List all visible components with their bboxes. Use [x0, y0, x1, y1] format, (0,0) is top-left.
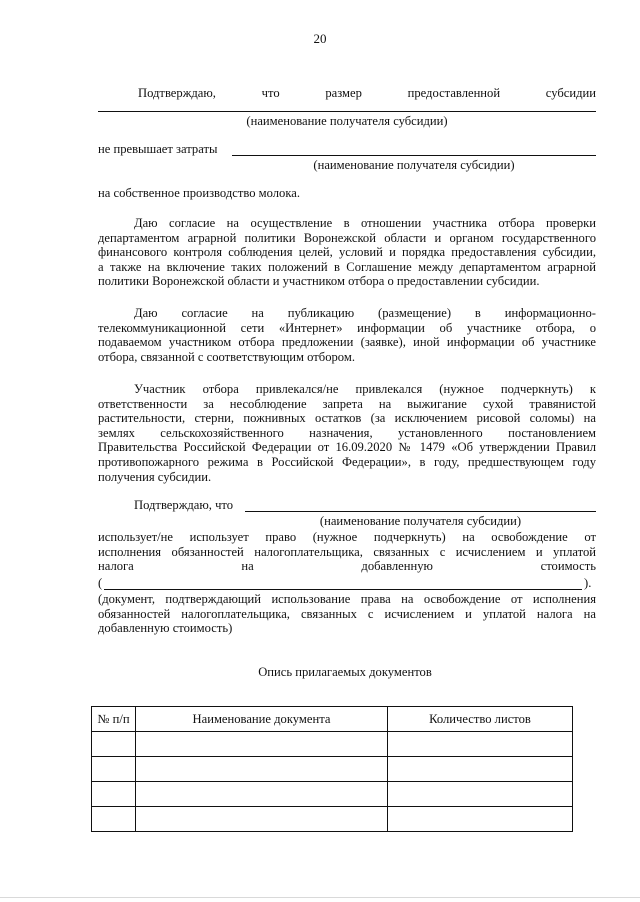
paragraph-line: Участник отбора привлекался/не привлекался (нужное подчеркнуть) к	[134, 382, 596, 396]
paragraph-line: подаваемом участником отбора предложении (заявке), иной информации об участнике	[98, 335, 596, 350]
word: что	[261, 86, 280, 100]
table-cell[interactable]	[136, 807, 388, 832]
publication-paragraph	[98, 306, 596, 364]
table-cell[interactable]	[136, 782, 388, 807]
confirm-line-1	[138, 86, 596, 101]
paragraph-line: политики Воронежской области и участником отбора о предоставлении субсидии.	[98, 274, 540, 289]
consent-paragraph	[98, 216, 596, 289]
paragraph-line: использует/не использует право (нужное подчеркнуть) на освобождение от	[98, 530, 596, 544]
recipient-name-line-1[interactable]	[98, 111, 596, 112]
table-cell[interactable]	[388, 732, 573, 757]
confirm-line-3: на собственное производство молока.	[98, 186, 300, 200]
table-cell[interactable]	[388, 807, 573, 832]
vat-statement	[98, 530, 596, 574]
paragraph-line: финансового контроля соблюдения целей, условий и порядка предоставления субсидии,	[98, 245, 596, 260]
table-row	[92, 732, 573, 757]
paragraph-line: Даю согласие на осуществление в отношении участника отбора проверки	[134, 216, 596, 230]
column-header-sheets: Количество листов	[388, 707, 573, 732]
scan-edge-line	[0, 897, 640, 898]
paragraph-line: противопожарного режима в Российской Федерации», в году, предшествующем году	[98, 454, 596, 469]
table-cell[interactable]	[388, 757, 573, 782]
paragraph-line: (документ, подтверждающий использование права на освобождение от исполнения	[98, 592, 596, 606]
vat-document-line[interactable]	[104, 589, 582, 590]
vat-intro: Подтверждаю, что	[134, 498, 234, 512]
column-header-number: № п/п	[92, 707, 136, 732]
paragraph-line: Правительства Российской Федерации от 16.09.2020 № 1479 «Об утверждении Правил	[98, 440, 596, 455]
vat-recipient-line[interactable]	[245, 511, 596, 512]
table-cell[interactable]	[388, 782, 573, 807]
column-header-document: Наименование документа	[136, 707, 388, 732]
recipient-name-line-2[interactable]	[232, 155, 596, 156]
paragraph-line: отбора, связанной с соответствующим отбором.	[98, 349, 355, 364]
table-row	[92, 757, 573, 782]
table-cell[interactable]	[92, 757, 136, 782]
paragraph-line: телекоммуникационной сети «Интернет» информации об участнике отбора, о	[98, 320, 596, 335]
vat-document-note	[98, 592, 596, 636]
paragraph-line: растительности, стерни, пожнивных остатков (за исключением рисовой соломы) на	[98, 411, 596, 426]
paragraph-line: ответственности за несоблюдение запрета на выжигание сухой травянистой	[98, 396, 596, 411]
table-row	[92, 782, 573, 807]
recipient-caption-1: (наименование получателя субсидии)	[246, 114, 448, 128]
table-cell[interactable]	[92, 807, 136, 832]
fire-safety-paragraph	[98, 382, 596, 484]
vat-recipient-caption: (наименование получателя субсидии)	[319, 514, 522, 528]
paragraph-line: Даю согласие на публикацию (размещение) в информационно-	[134, 306, 596, 320]
paragraph-line: а также на включение таких положений в Соглашение между департаментом аграрной	[98, 259, 596, 274]
inventory-table	[91, 706, 573, 832]
recipient-caption-2: (наименование получателя субсидии)	[313, 158, 515, 172]
table-cell[interactable]	[92, 782, 136, 807]
table-header-row	[92, 707, 573, 732]
vat-close-paren: ).	[584, 576, 592, 590]
page-number: 20	[313, 31, 327, 46]
table-cell[interactable]	[136, 732, 388, 757]
vat-open-paren: (	[98, 576, 103, 590]
word: размер	[325, 86, 362, 100]
paragraph-line: обязанностей налогоплательщика, связанных с исчислением и уплатой налога на	[98, 606, 596, 621]
word: Подтверждаю,	[138, 86, 216, 100]
paragraph-line: добавленную стоимость)	[98, 621, 233, 636]
paragraph-line: налога на добавленную стоимость	[98, 559, 596, 574]
table-cell[interactable]	[136, 757, 388, 782]
paragraph-line: землях сельскохозяйственного назначения, установленного постановлением	[98, 425, 596, 440]
paragraph-line: исполнения обязанностей налогоплательщика, связанных с исчислением и уплатой	[98, 544, 596, 559]
table-row	[92, 807, 573, 832]
paragraph-line: департаментом аграрной политики Воронежской области и органом государственного	[98, 230, 596, 245]
word: предоставленной	[407, 86, 501, 100]
confirm-line-2-prefix: не превышает затраты	[98, 142, 218, 156]
paragraph-line: получения субсидии.	[98, 469, 212, 484]
table-cell[interactable]	[92, 732, 136, 757]
inventory-title: Опись прилагаемых документов	[258, 665, 432, 679]
word: субсидии	[545, 86, 596, 100]
